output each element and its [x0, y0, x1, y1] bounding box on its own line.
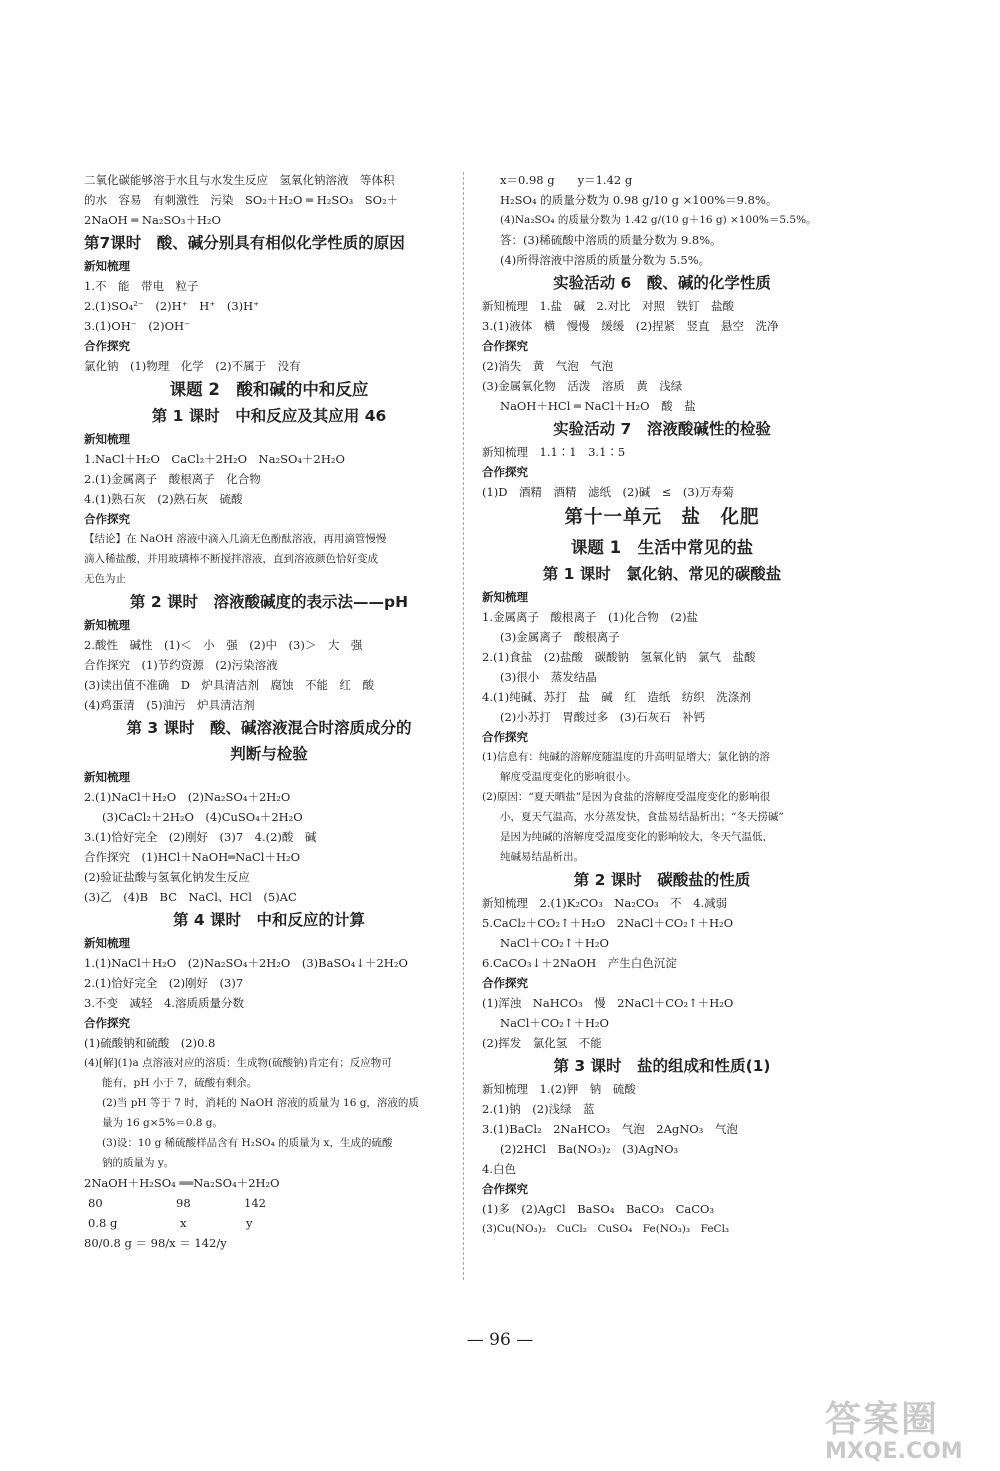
- text-line: 氯化钠 (1)物理 化学 (2)不属于 没有: [84, 359, 301, 373]
- section-label: 合作探究: [482, 1182, 528, 1196]
- text-line: 2.(1)钠 (2)浅绿 蓝: [482, 1102, 595, 1116]
- section-label: 新知梳理: [482, 590, 528, 604]
- equation: 2NaOH＋H₂SO₄ ══Na₂SO₄＋2H₂O: [84, 1176, 280, 1190]
- text-line: (3)设：10 g 稀硫酸样品含有 H₂SO₄ 的质量为 x，生成的硫酸: [102, 1137, 393, 1149]
- equation-row: [84, 1213, 454, 1233]
- text-line: (3)Cu(NO₃)₂ CuCl₂ CuSO₄ Fe(NO₃)₃ FeCl₃: [482, 1223, 730, 1235]
- text-line: (3)乙 (4)B BC NaCl、HCl (5)AC: [84, 890, 297, 904]
- text-line: (2)消失 黄 气泡 气泡: [482, 359, 614, 373]
- text-line: (4)[解](1)a 点溶液对应的溶质：生成物(硫酸钠)肯定有；反应物可: [84, 1057, 392, 1069]
- text-line: 4.(1)纯碱、苏打 盐 碱 红 造纸 纺织 洗涤剂: [482, 690, 751, 704]
- lesson-heading-2: 第 2 课时 溶液酸碱度的表示法——pH: [129, 593, 409, 611]
- text-line: (3)很小 蒸发结晶: [500, 670, 597, 684]
- quantity: 0.8 g: [88, 1216, 118, 1230]
- text-line: 1.NaCl＋H₂O CaCl₂＋2H₂O Na₂SO₄＋2H₂O: [84, 452, 345, 466]
- text-line: 3.(1)液体 横 慢慢 缓缓 (2)捏紧 竖直 悬空 洗净: [482, 319, 779, 333]
- section-label: 合作探究: [482, 465, 528, 479]
- text-line: (3)CaCl₂＋2H₂O (4)CuSO₄＋2H₂O: [102, 810, 303, 824]
- text-line: x＝0.98 g y＝1.42 g: [500, 173, 633, 187]
- section-label: 合作探究: [482, 976, 528, 990]
- lesson-heading-3: 第 3 课时 酸、碱溶液混合时溶质成分的: [126, 719, 412, 737]
- text-line: NaCl＋CO₂↑＋H₂O: [500, 1016, 609, 1030]
- lesson-heading-1: 第 1 课时 中和反应及其应用 46: [151, 407, 387, 425]
- text-line: 1.(1)NaCl＋H₂O (2)Na₂SO₄＋2H₂O (3)BaSO₄↓＋2H₂O: [84, 956, 408, 970]
- text-line: 5.CaCl₂＋CO₂↑＋H₂O 2NaCl＋CO₂↑＋H₂O: [482, 916, 734, 930]
- activity-heading-6: 实验活动 6 酸、碱的化学性质: [553, 274, 771, 292]
- text-line: NaOH＋HCl ═ NaCl＋H₂O 酸 盐: [500, 399, 696, 413]
- activity-heading-7: 实验活动 7 溶液酸碱性的检验: [553, 420, 771, 438]
- text-line: 1.金属离子 酸根离子 (1)化合物 (2)盐: [482, 610, 699, 624]
- text-line: 新知梳理 1.1∶1 3.1∶5: [482, 445, 626, 459]
- section-label: 合作探究: [84, 512, 130, 526]
- text-line: (1)浑浊 NaHCO₃ 慢 2NaCl＋CO₂↑＋H₂O: [482, 996, 734, 1010]
- text-line: (1)信息有：纯碱的溶解度随温度的升高明显增大；氯化钠的溶: [482, 751, 770, 763]
- text-line: H₂SO₄ 的质量分数为 0.98 g/10 g ×100%＝9.8%。: [500, 193, 778, 207]
- text-line: 新知梳理 1.盐 碱 2.对比 对照 铁钉 盐酸: [482, 299, 734, 313]
- text-line: 3.(1)恰好完全 (2)刚好 (3)7 4.(2)酸 碱: [84, 830, 317, 844]
- text-line: 2.酸性 碱性 (1)＜ 小 强 (2)中 (3)＞ 大 强: [84, 638, 363, 652]
- text-line: 3.(1)BaCl₂ 2NaHCO₃ 气泡 2AgNO₃ 气泡: [482, 1122, 738, 1136]
- text-line: 是因为纯碱的溶解度受温度变化的影响较大，冬天气温低，: [500, 831, 773, 843]
- quantity: y: [246, 1216, 253, 1230]
- text-line: 2.(1)金属离子 酸根离子 化合物: [84, 472, 261, 486]
- text-line: (1)多 (2)AgCl BaSO₄ BaCO₃ CaCO₃: [482, 1202, 715, 1216]
- lesson-heading-4: 第 4 课时 中和反应的计算: [172, 911, 366, 929]
- text-line: 4.白色: [482, 1162, 516, 1176]
- lesson-heading-7: 第7课时 酸、碱分别具有相似化学性质的原因: [84, 234, 405, 252]
- text-line: 新知梳理 2.(1)K₂CO₃ Na₂CO₃ 不 4.减弱: [482, 896, 728, 910]
- text-line: (2)2HCl Ba(NO₃)₂ (3)AgNO₃: [500, 1142, 679, 1156]
- text-line: 2NaOH ═ Na₂SO₃＋H₂O: [84, 213, 221, 227]
- section-label: 合作探究: [84, 1016, 130, 1030]
- text-line: (2)挥发 氯化氢 不能: [482, 1036, 602, 1050]
- section-label: 合作探究: [482, 339, 528, 353]
- section-label: 合作探究: [482, 730, 528, 744]
- text-line: 2.(1)恰好完全 (2)刚好 (3)7: [84, 976, 244, 990]
- text-line: 1.不 能 带电 粒子: [84, 279, 199, 293]
- text-line: (3)金属离子 酸根离子: [500, 630, 620, 644]
- lesson-heading-r3: 第 3 课时 盐的组成和性质(1): [553, 1057, 771, 1075]
- text-line: (3)读出值不准确 D 炉具清洁剂 腐蚀 不能 红 酸: [84, 678, 375, 692]
- text-line: 2.(1)SO₄²⁻ (2)H⁺ H⁺ (3)H⁺: [84, 299, 260, 313]
- text-line: 新知梳理 1.(2)钾 钠 硫酸: [482, 1082, 636, 1096]
- text-line: 二氧化碳能够溶于水且与水发生反应 氢氧化钠溶液 等体积: [84, 173, 395, 187]
- coefficient: 142: [244, 1196, 266, 1210]
- text-line: 合作探究 (1)HCl＋NaOH═NaCl＋H₂O: [84, 850, 301, 864]
- text-line: 2.(1)食盐 (2)盐酸 碳酸钠 氢氧化钠 氯气 盐酸: [482, 650, 756, 664]
- text-line: (2)验证盐酸与氢氧化钠发生反应: [84, 870, 250, 884]
- text-line: (2)原因：“夏天晒盐”是因为食盐的溶解度受温度变化的影响很: [482, 791, 771, 803]
- topic-heading-1: 课题 1 生活中常见的盐: [570, 538, 754, 557]
- quantity: x: [180, 1216, 187, 1230]
- text-line: (4)所得溶液中溶质的质量分数为 5.5%。: [500, 253, 711, 267]
- column-divider: [463, 172, 464, 1280]
- watermark-text: 答案圈: [825, 1399, 940, 1440]
- text-line: (3)金属氧化物 活泼 溶质 黄 浅绿: [482, 379, 683, 393]
- text-line: (1)D 酒精 酒精 滤纸 (2)碱 ≤ (3)万寿菊: [482, 485, 734, 499]
- lesson-heading-3-cont: 判断与检验: [230, 745, 308, 763]
- coefficient: 98: [176, 1196, 191, 1210]
- text-line: 的水 容易 有刺激性 污染 SO₂＋H₂O ═ H₂SO₃ SO₂＋: [84, 193, 399, 207]
- text-line: 钠的质量为 y。: [102, 1157, 175, 1169]
- text-line: 合作探究 (1)节约资源 (2)污染溶液: [84, 658, 278, 672]
- page-number: — 96 —: [466, 1330, 534, 1350]
- text-line: (1)硫酸钠和硫酸 (2)0.8: [84, 1036, 216, 1050]
- lesson-heading-r1: 第 1 课时 氯化钠、常见的碳酸盐: [542, 565, 782, 583]
- watermark-url: MXQE.COM: [825, 1439, 963, 1464]
- section-label: 合作探究: [84, 339, 130, 353]
- text-line: (4)鸡蛋清 (5)油污 炉具清洁剂: [84, 698, 255, 712]
- text-line: 滴入稀盐酸，并用玻璃棒不断搅拌溶液，直到溶液颜色恰好变成: [84, 553, 378, 565]
- text-line: 2.(1)NaCl＋H₂O (2)Na₂SO₄＋2H₂O: [84, 790, 291, 804]
- section-label: 新知梳理: [84, 259, 130, 273]
- topic-heading-2: 课题 2 酸和碱的中和反应: [169, 380, 369, 399]
- text-line: 3.不变 减轻 4.溶质质量分数: [84, 996, 244, 1010]
- section-label: 新知梳理: [84, 770, 130, 784]
- text-line: 【结论】在 NaOH 溶液中滴入几滴无色酚酞溶液，再用滴管慢慢: [84, 533, 387, 545]
- lesson-heading-r2: 第 2 课时 碳酸盐的性质: [573, 871, 751, 889]
- text-line: (2)当 pH 等于 7 时，消耗的 NaOH 溶液的质量为 16 g，溶液的质: [102, 1097, 419, 1109]
- text-line: 无色为止: [84, 573, 126, 585]
- text-line: (4)Na₂SO₄ 的质量分数为 1.42 g/(10 g＋16 g) ×100%＝5.5%。: [500, 214, 817, 226]
- proportion-equation: 80/0.8 g ＝ 98/x ＝ 142/y: [84, 1236, 227, 1250]
- text-line: 答：(3)稀硫酸中溶质的质量分数为 9.8%。: [500, 233, 722, 247]
- text-line: 小，夏天气温高，水分蒸发快，食盐易结晶析出；“冬天捞碱”: [500, 811, 784, 823]
- left-column: [84, 170, 454, 1253]
- section-label: 新知梳理: [84, 936, 130, 950]
- text-line: 纯碱易结晶析出。: [500, 851, 584, 863]
- section-label: 新知梳理: [84, 432, 130, 446]
- text-line: 解度受温度变化的影响很小。: [500, 771, 637, 783]
- coefficient: 80: [88, 1196, 103, 1210]
- text-line: 3.(1)OH⁻ (2)OH⁻: [84, 319, 191, 333]
- equation-row: [84, 1193, 454, 1213]
- text-line: NaCl＋CO₂↑＋H₂O: [500, 936, 609, 950]
- text-line: 6.CaCO₃↓＋2NaOH 产生白色沉淀: [482, 956, 677, 970]
- unit-heading-11: 第十一单元 盐 化肥: [564, 507, 760, 528]
- text-line: (2)小苏打 胃酸过多 (3)石灰石 补钙: [500, 710, 706, 724]
- text-line: 4.(1)熟石灰 (2)熟石灰 硫酸: [84, 492, 243, 506]
- text-line: 量为 16 g×5%＝0.8 g。: [102, 1117, 223, 1129]
- text-line: 能有，pH 小于 7，硫酸有剩余。: [102, 1077, 258, 1089]
- section-label: 新知梳理: [84, 618, 130, 632]
- watermark-logo: [825, 1400, 995, 1466]
- right-column: [482, 170, 842, 1239]
